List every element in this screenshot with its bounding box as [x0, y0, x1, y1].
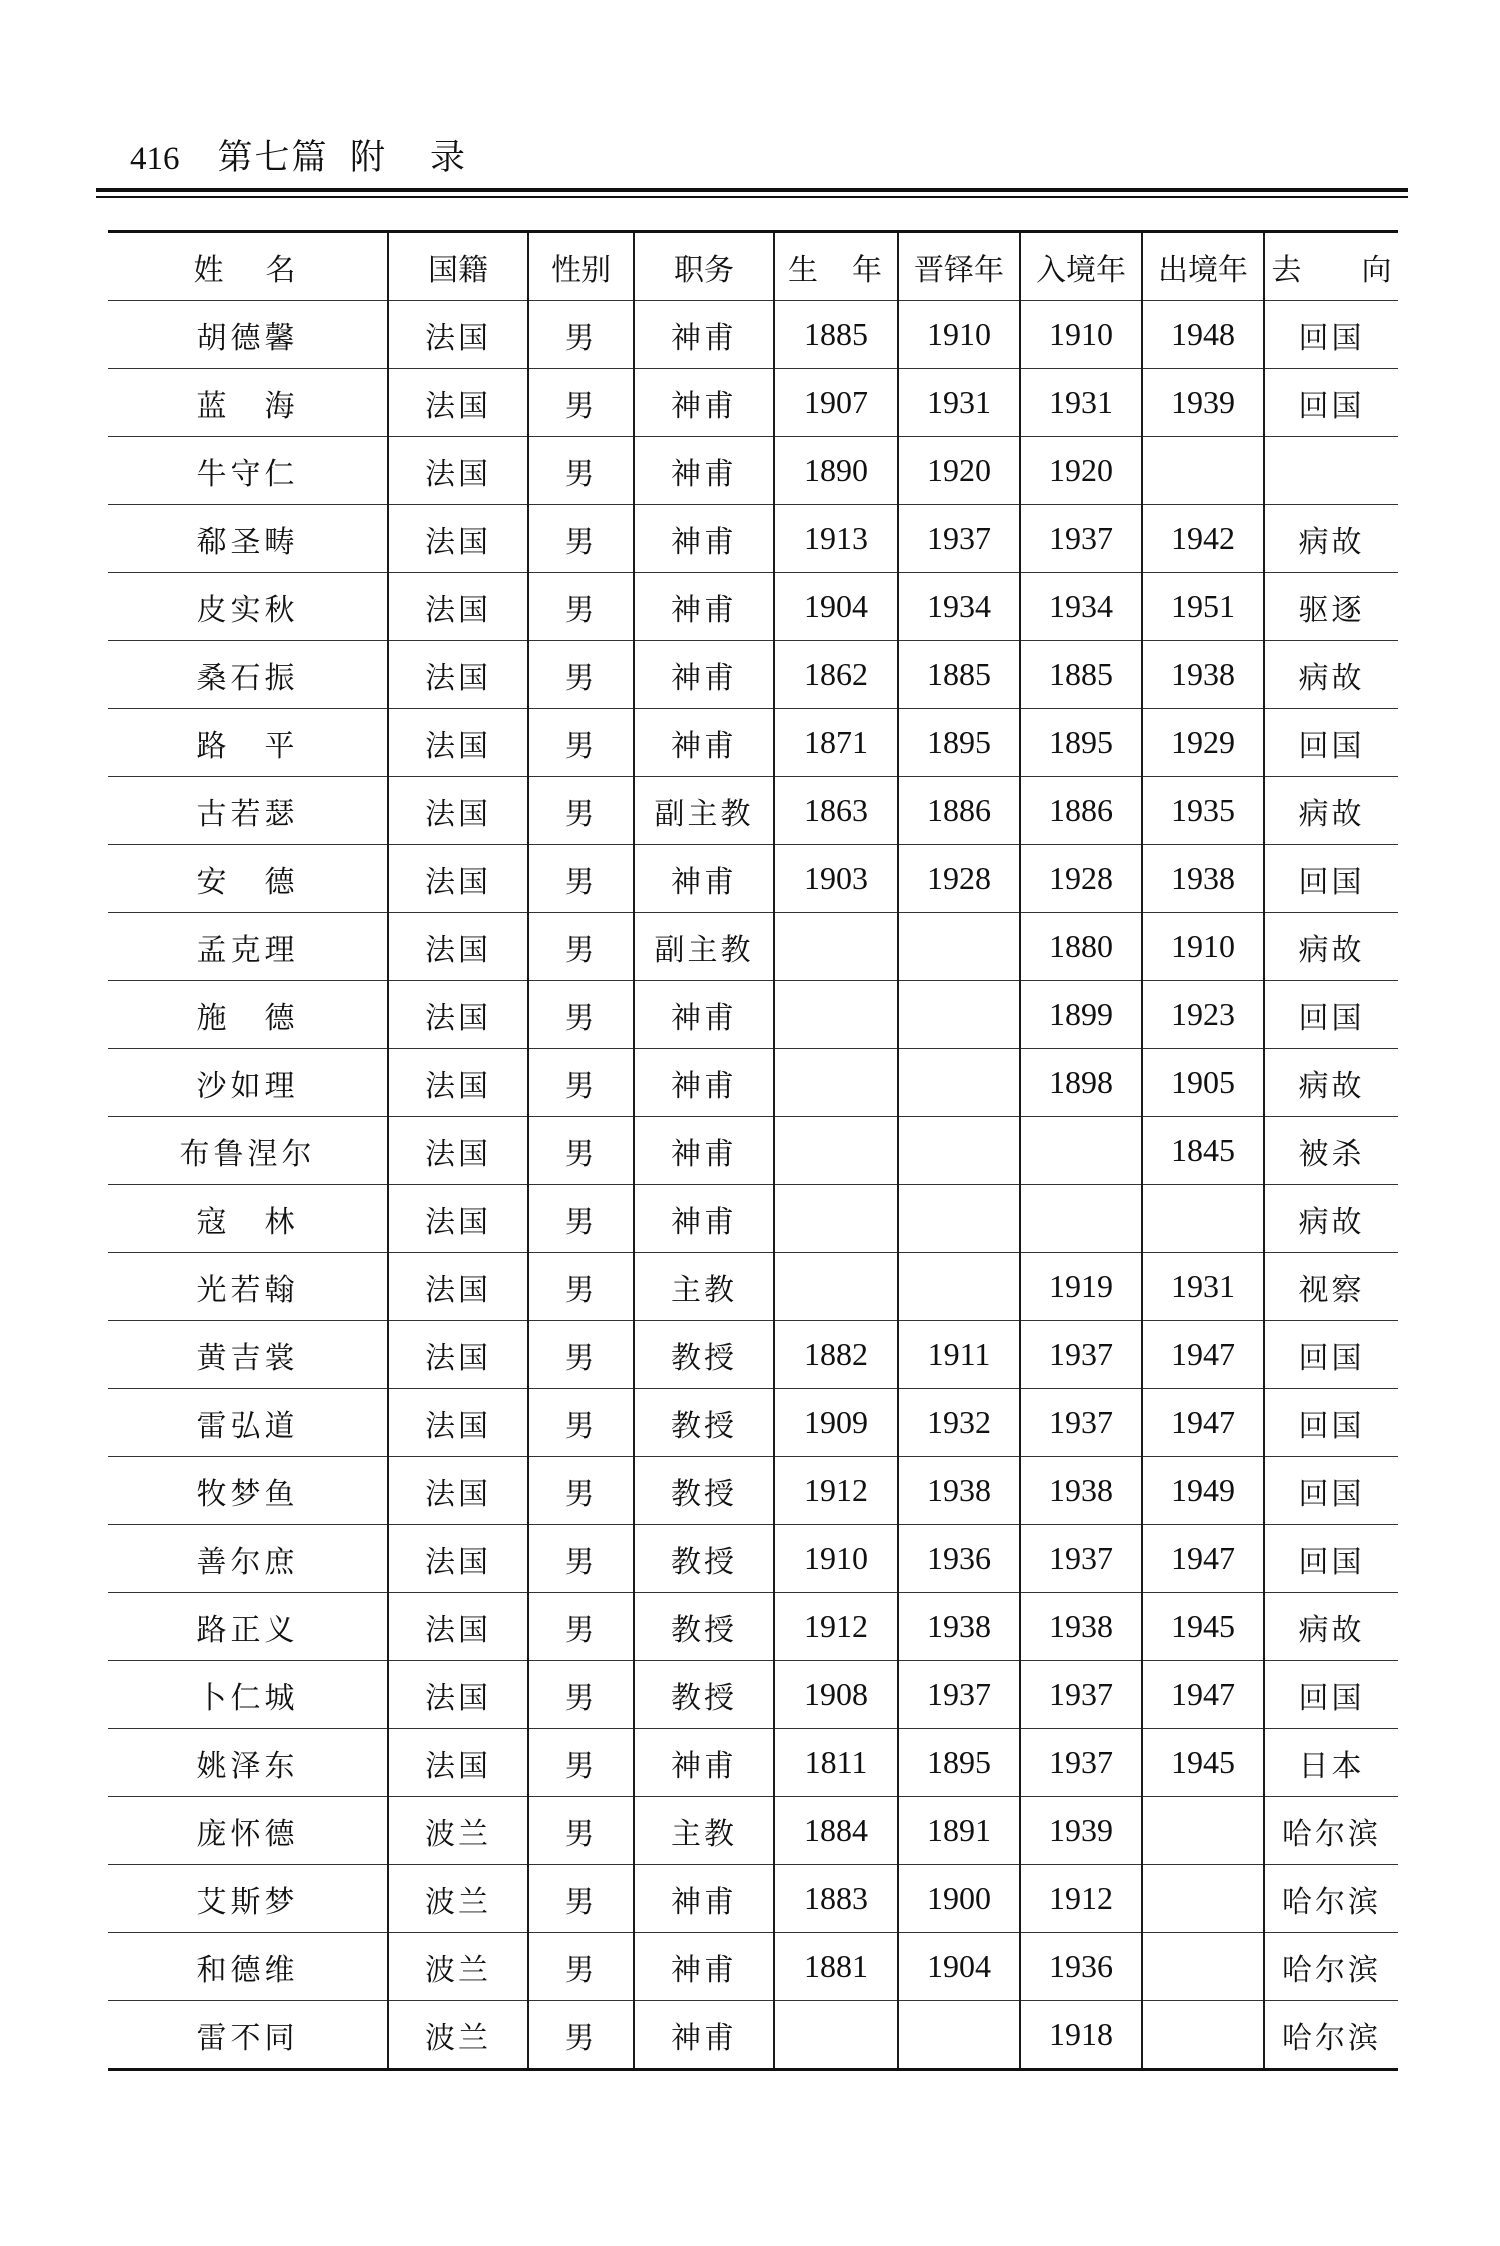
- table-row: [108, 1117, 1398, 1185]
- cell-ordination-year: [898, 981, 1020, 1049]
- table-row: [108, 1457, 1398, 1525]
- cell-exit-year: [1142, 1865, 1264, 1933]
- cell-entry-year: 1937: [1020, 1661, 1142, 1729]
- cell-name: 沙如理: [108, 1049, 388, 1117]
- cell-destination: 病故: [1264, 1593, 1398, 1661]
- cell-position: 副主教: [634, 913, 774, 981]
- cell-name: 布鲁涅尔: [108, 1117, 388, 1185]
- cell-gender: 男: [528, 437, 634, 505]
- cell-birth-year: [774, 1253, 898, 1321]
- cell-entry-year: 1918: [1020, 2001, 1142, 2070]
- cell-exit-year: 1947: [1142, 1661, 1264, 1729]
- cell-exit-year: 1947: [1142, 1321, 1264, 1389]
- table-row: [108, 641, 1398, 709]
- cell-ordination-year: 1900: [898, 1865, 1020, 1933]
- cell-gender: 男: [528, 1797, 634, 1865]
- cell-gender: 男: [528, 641, 634, 709]
- header-birth-year: 生 年: [774, 232, 898, 301]
- cell-birth-year: 1913: [774, 505, 898, 573]
- header-rule-thin: [96, 196, 1408, 198]
- cell-birth-year: 1909: [774, 1389, 898, 1457]
- table-row: [108, 709, 1398, 777]
- cell-gender: 男: [528, 981, 634, 1049]
- cell-position: 副主教: [634, 777, 774, 845]
- cell-exit-year: 1939: [1142, 369, 1264, 437]
- cell-entry-year: 1920: [1020, 437, 1142, 505]
- cell-birth-year: [774, 1185, 898, 1253]
- table-row: [108, 1729, 1398, 1797]
- cell-exit-year: 1948: [1142, 301, 1264, 369]
- cell-nationality: 法国: [388, 1185, 528, 1253]
- section-title: 第七篇 附 录: [217, 138, 468, 177]
- cell-ordination-year: 1920: [898, 437, 1020, 505]
- cell-destination: 回国: [1264, 1321, 1398, 1389]
- cell-destination: 回国: [1264, 709, 1398, 777]
- table-row: [108, 1253, 1398, 1321]
- cell-entry-year: [1020, 1185, 1142, 1253]
- cell-nationality: 法国: [388, 369, 528, 437]
- cell-ordination-year: 1932: [898, 1389, 1020, 1457]
- cell-ordination-year: [898, 1117, 1020, 1185]
- cell-exit-year: 1951: [1142, 573, 1264, 641]
- table-row: [108, 777, 1398, 845]
- cell-birth-year: 1890: [774, 437, 898, 505]
- cell-position: 教授: [634, 1457, 774, 1525]
- cell-birth-year: 1883: [774, 1865, 898, 1933]
- cell-name: 卜仁城: [108, 1661, 388, 1729]
- cell-exit-year: 1947: [1142, 1389, 1264, 1457]
- cell-position: 教授: [634, 1389, 774, 1457]
- cell-gender: 男: [528, 2001, 634, 2070]
- cell-entry-year: 1919: [1020, 1253, 1142, 1321]
- cell-destination: 日本: [1264, 1729, 1398, 1797]
- table-row: [108, 1933, 1398, 2001]
- cell-nationality: 法国: [388, 641, 528, 709]
- cell-entry-year: 1936: [1020, 1933, 1142, 2001]
- cell-name: 蓝 海: [108, 369, 388, 437]
- cell-exit-year: 1923: [1142, 981, 1264, 1049]
- cell-name: 牛守仁: [108, 437, 388, 505]
- cell-ordination-year: 1938: [898, 1593, 1020, 1661]
- cell-destination: 哈尔滨: [1264, 1865, 1398, 1933]
- cell-position: 神甫: [634, 845, 774, 913]
- cell-name: 孟克理: [108, 913, 388, 981]
- cell-ordination-year: 1931: [898, 369, 1020, 437]
- cell-birth-year: [774, 1117, 898, 1185]
- cell-destination: 视察: [1264, 1253, 1398, 1321]
- cell-position: 神甫: [634, 437, 774, 505]
- cell-ordination-year: 1938: [898, 1457, 1020, 1525]
- cell-birth-year: 1881: [774, 1933, 898, 2001]
- cell-entry-year: [1020, 1117, 1142, 1185]
- cell-birth-year: 1882: [774, 1321, 898, 1389]
- cell-name: 善尔庶: [108, 1525, 388, 1593]
- cell-name: 皮实秋: [108, 573, 388, 641]
- cell-gender: 男: [528, 1661, 634, 1729]
- cell-nationality: 法国: [388, 981, 528, 1049]
- header-position: 职务: [634, 232, 774, 301]
- cell-position: 神甫: [634, 301, 774, 369]
- cell-exit-year: 1938: [1142, 641, 1264, 709]
- cell-birth-year: 1863: [774, 777, 898, 845]
- cell-exit-year: 1942: [1142, 505, 1264, 573]
- cell-name: 路正义: [108, 1593, 388, 1661]
- cell-entry-year: 1885: [1020, 641, 1142, 709]
- table-row: [108, 1797, 1398, 1865]
- cell-nationality: 法国: [388, 913, 528, 981]
- cell-exit-year: 1929: [1142, 709, 1264, 777]
- cell-nationality: 法国: [388, 1389, 528, 1457]
- cell-gender: 男: [528, 913, 634, 981]
- cell-ordination-year: 1895: [898, 1729, 1020, 1797]
- cell-ordination-year: [898, 1049, 1020, 1117]
- cell-birth-year: 1912: [774, 1457, 898, 1525]
- cell-position: 神甫: [634, 641, 774, 709]
- cell-entry-year: 1880: [1020, 913, 1142, 981]
- cell-ordination-year: 1885: [898, 641, 1020, 709]
- table-row: [108, 1389, 1398, 1457]
- cell-ordination-year: 1936: [898, 1525, 1020, 1593]
- cell-birth-year: 1862: [774, 641, 898, 709]
- cell-gender: 男: [528, 1457, 634, 1525]
- cell-position: 神甫: [634, 981, 774, 1049]
- cell-position: 神甫: [634, 505, 774, 573]
- cell-entry-year: 1931: [1020, 369, 1142, 437]
- cell-exit-year: 1935: [1142, 777, 1264, 845]
- cell-destination: 哈尔滨: [1264, 1933, 1398, 2001]
- cell-entry-year: 1937: [1020, 1729, 1142, 1797]
- cell-gender: 男: [528, 1185, 634, 1253]
- cell-name: 路 平: [108, 709, 388, 777]
- cell-destination: 病故: [1264, 505, 1398, 573]
- cell-ordination-year: [898, 1253, 1020, 1321]
- cell-entry-year: 1937: [1020, 1321, 1142, 1389]
- cell-gender: 男: [528, 1865, 634, 1933]
- cell-entry-year: 1899: [1020, 981, 1142, 1049]
- cell-destination: 回国: [1264, 1389, 1398, 1457]
- table-row: [108, 1593, 1398, 1661]
- missionary-register-table: [108, 230, 1398, 2071]
- cell-entry-year: 1937: [1020, 1389, 1142, 1457]
- table-header-row: [108, 232, 1398, 301]
- cell-ordination-year: 1928: [898, 845, 1020, 913]
- cell-position: 神甫: [634, 573, 774, 641]
- cell-exit-year: [1142, 1185, 1264, 1253]
- cell-ordination-year: 1910: [898, 301, 1020, 369]
- cell-gender: 男: [528, 1321, 634, 1389]
- header-destination: 去 向: [1264, 232, 1398, 301]
- cell-nationality: 法国: [388, 1253, 528, 1321]
- cell-ordination-year: [898, 2001, 1020, 2070]
- cell-destination: 被杀: [1264, 1117, 1398, 1185]
- cell-nationality: 法国: [388, 437, 528, 505]
- cell-entry-year: 1937: [1020, 505, 1142, 573]
- cell-position: 教授: [634, 1321, 774, 1389]
- cell-position: 教授: [634, 1661, 774, 1729]
- table-row: [108, 369, 1398, 437]
- header-rule-thick: [96, 188, 1408, 192]
- cell-name: 黄吉裳: [108, 1321, 388, 1389]
- cell-nationality: 法国: [388, 845, 528, 913]
- cell-ordination-year: 1895: [898, 709, 1020, 777]
- cell-name: 雷弘道: [108, 1389, 388, 1457]
- cell-position: 主教: [634, 1253, 774, 1321]
- cell-ordination-year: 1886: [898, 777, 1020, 845]
- header-ordination-year: 晋铎年: [898, 232, 1020, 301]
- cell-destination: 驱逐: [1264, 573, 1398, 641]
- cell-nationality: 法国: [388, 573, 528, 641]
- cell-exit-year: [1142, 1797, 1264, 1865]
- cell-birth-year: 1912: [774, 1593, 898, 1661]
- cell-name: 艾斯梦: [108, 1865, 388, 1933]
- cell-nationality: 法国: [388, 1321, 528, 1389]
- cell-name: 牧梦鱼: [108, 1457, 388, 1525]
- cell-entry-year: 1938: [1020, 1593, 1142, 1661]
- table-row: [108, 1185, 1398, 1253]
- cell-nationality: 法国: [388, 505, 528, 573]
- cell-ordination-year: 1934: [898, 573, 1020, 641]
- header-name: 姓 名: [108, 232, 388, 301]
- cell-nationality: 法国: [388, 777, 528, 845]
- cell-position: 神甫: [634, 369, 774, 437]
- cell-nationality: 波兰: [388, 2001, 528, 2070]
- cell-name: 寇 林: [108, 1185, 388, 1253]
- cell-entry-year: 1910: [1020, 301, 1142, 369]
- cell-ordination-year: 1904: [898, 1933, 1020, 2001]
- cell-exit-year: 1845: [1142, 1117, 1264, 1185]
- cell-entry-year: 1912: [1020, 1865, 1142, 1933]
- cell-destination: 回国: [1264, 1457, 1398, 1525]
- header-gender: 性别: [528, 232, 634, 301]
- cell-destination: 回国: [1264, 369, 1398, 437]
- cell-nationality: 法国: [388, 1049, 528, 1117]
- cell-nationality: 法国: [388, 1661, 528, 1729]
- cell-exit-year: 1931: [1142, 1253, 1264, 1321]
- table-body: [108, 301, 1398, 2070]
- cell-exit-year: [1142, 2001, 1264, 2070]
- cell-destination: 回国: [1264, 301, 1398, 369]
- cell-destination: 回国: [1264, 981, 1398, 1049]
- cell-gender: 男: [528, 1049, 634, 1117]
- cell-nationality: 法国: [388, 1525, 528, 1593]
- cell-name: 姚泽东: [108, 1729, 388, 1797]
- cell-destination: 病故: [1264, 1185, 1398, 1253]
- cell-birth-year: [774, 913, 898, 981]
- cell-position: 主教: [634, 1797, 774, 1865]
- table-row: [108, 845, 1398, 913]
- cell-birth-year: 1871: [774, 709, 898, 777]
- cell-ordination-year: [898, 913, 1020, 981]
- cell-birth-year: 1904: [774, 573, 898, 641]
- cell-gender: 男: [528, 1525, 634, 1593]
- cell-nationality: 波兰: [388, 1933, 528, 2001]
- cell-position: 神甫: [634, 2001, 774, 2070]
- cell-entry-year: 1934: [1020, 573, 1142, 641]
- cell-destination: 回国: [1264, 845, 1398, 913]
- cell-birth-year: 1811: [774, 1729, 898, 1797]
- cell-birth-year: 1910: [774, 1525, 898, 1593]
- cell-birth-year: [774, 1049, 898, 1117]
- cell-nationality: 波兰: [388, 1865, 528, 1933]
- cell-entry-year: 1886: [1020, 777, 1142, 845]
- cell-exit-year: 1947: [1142, 1525, 1264, 1593]
- cell-name: 安 德: [108, 845, 388, 913]
- cell-exit-year: [1142, 1933, 1264, 2001]
- cell-nationality: 法国: [388, 1729, 528, 1797]
- cell-position: 神甫: [634, 709, 774, 777]
- cell-entry-year: 1928: [1020, 845, 1142, 913]
- cell-birth-year: 1884: [774, 1797, 898, 1865]
- table-row: [108, 1321, 1398, 1389]
- cell-name: 郗圣畴: [108, 505, 388, 573]
- cell-exit-year: 1945: [1142, 1593, 1264, 1661]
- cell-entry-year: 1895: [1020, 709, 1142, 777]
- cell-destination: 回国: [1264, 1525, 1398, 1593]
- cell-ordination-year: 1891: [898, 1797, 1020, 1865]
- cell-position: 神甫: [634, 1865, 774, 1933]
- cell-position: 教授: [634, 1525, 774, 1593]
- cell-entry-year: 1937: [1020, 1525, 1142, 1593]
- header-nationality: 国籍: [388, 232, 528, 301]
- cell-exit-year: 1945: [1142, 1729, 1264, 1797]
- cell-birth-year: 1903: [774, 845, 898, 913]
- cell-birth-year: 1907: [774, 369, 898, 437]
- cell-gender: 男: [528, 301, 634, 369]
- cell-gender: 男: [528, 1593, 634, 1661]
- cell-position: 神甫: [634, 1729, 774, 1797]
- table-row: [108, 1049, 1398, 1117]
- table-row: [108, 1661, 1398, 1729]
- cell-birth-year: [774, 981, 898, 1049]
- table-row: [108, 573, 1398, 641]
- cell-destination: 回国: [1264, 1661, 1398, 1729]
- cell-position: 神甫: [634, 1933, 774, 2001]
- cell-position: 教授: [634, 1593, 774, 1661]
- cell-entry-year: 1938: [1020, 1457, 1142, 1525]
- cell-gender: 男: [528, 1389, 634, 1457]
- cell-exit-year: [1142, 437, 1264, 505]
- page-header: [130, 130, 467, 180]
- cell-gender: 男: [528, 505, 634, 573]
- header-exit-year: 出境年: [1142, 232, 1264, 301]
- table-row: [108, 301, 1398, 369]
- cell-gender: 男: [528, 845, 634, 913]
- cell-position: 神甫: [634, 1185, 774, 1253]
- cell-name: 桑石振: [108, 641, 388, 709]
- cell-gender: 男: [528, 777, 634, 845]
- cell-exit-year: 1938: [1142, 845, 1264, 913]
- cell-nationality: 法国: [388, 1117, 528, 1185]
- page-number: 416: [130, 141, 180, 177]
- cell-ordination-year: 1911: [898, 1321, 1020, 1389]
- cell-nationality: 波兰: [388, 1797, 528, 1865]
- cell-destination: 病故: [1264, 777, 1398, 845]
- cell-destination: 哈尔滨: [1264, 1797, 1398, 1865]
- cell-ordination-year: 1937: [898, 1661, 1020, 1729]
- cell-exit-year: 1949: [1142, 1457, 1264, 1525]
- cell-birth-year: [774, 2001, 898, 2070]
- cell-gender: 男: [528, 709, 634, 777]
- cell-exit-year: 1905: [1142, 1049, 1264, 1117]
- cell-birth-year: 1908: [774, 1661, 898, 1729]
- cell-ordination-year: 1937: [898, 505, 1020, 573]
- cell-exit-year: 1910: [1142, 913, 1264, 981]
- cell-nationality: 法国: [388, 1457, 528, 1525]
- cell-entry-year: 1939: [1020, 1797, 1142, 1865]
- table-row: [108, 2001, 1398, 2070]
- table-row: [108, 981, 1398, 1049]
- cell-gender: 男: [528, 1253, 634, 1321]
- cell-name: 施 德: [108, 981, 388, 1049]
- cell-nationality: 法国: [388, 709, 528, 777]
- cell-gender: 男: [528, 369, 634, 437]
- cell-birth-year: 1885: [774, 301, 898, 369]
- cell-position: 神甫: [634, 1117, 774, 1185]
- cell-gender: 男: [528, 1729, 634, 1797]
- cell-ordination-year: [898, 1185, 1020, 1253]
- cell-name: 和德维: [108, 1933, 388, 2001]
- cell-gender: 男: [528, 1117, 634, 1185]
- table-row: [108, 437, 1398, 505]
- cell-destination: 病故: [1264, 641, 1398, 709]
- header-entry-year: 入境年: [1020, 232, 1142, 301]
- cell-name: 古若瑟: [108, 777, 388, 845]
- cell-name: 庞怀德: [108, 1797, 388, 1865]
- table-row: [108, 913, 1398, 981]
- cell-destination: 病故: [1264, 913, 1398, 981]
- cell-destination: 病故: [1264, 1049, 1398, 1117]
- cell-entry-year: 1898: [1020, 1049, 1142, 1117]
- cell-gender: 男: [528, 573, 634, 641]
- table-row: [108, 1865, 1398, 1933]
- cell-nationality: 法国: [388, 1593, 528, 1661]
- table-row: [108, 1525, 1398, 1593]
- table-row: [108, 505, 1398, 573]
- cell-destination: 哈尔滨: [1264, 2001, 1398, 2070]
- cell-destination: [1264, 437, 1398, 505]
- cell-name: 雷不同: [108, 2001, 388, 2070]
- cell-gender: 男: [528, 1933, 634, 2001]
- cell-name: 光若翰: [108, 1253, 388, 1321]
- cell-position: 神甫: [634, 1049, 774, 1117]
- cell-nationality: 法国: [388, 301, 528, 369]
- cell-name: 胡德馨: [108, 301, 388, 369]
